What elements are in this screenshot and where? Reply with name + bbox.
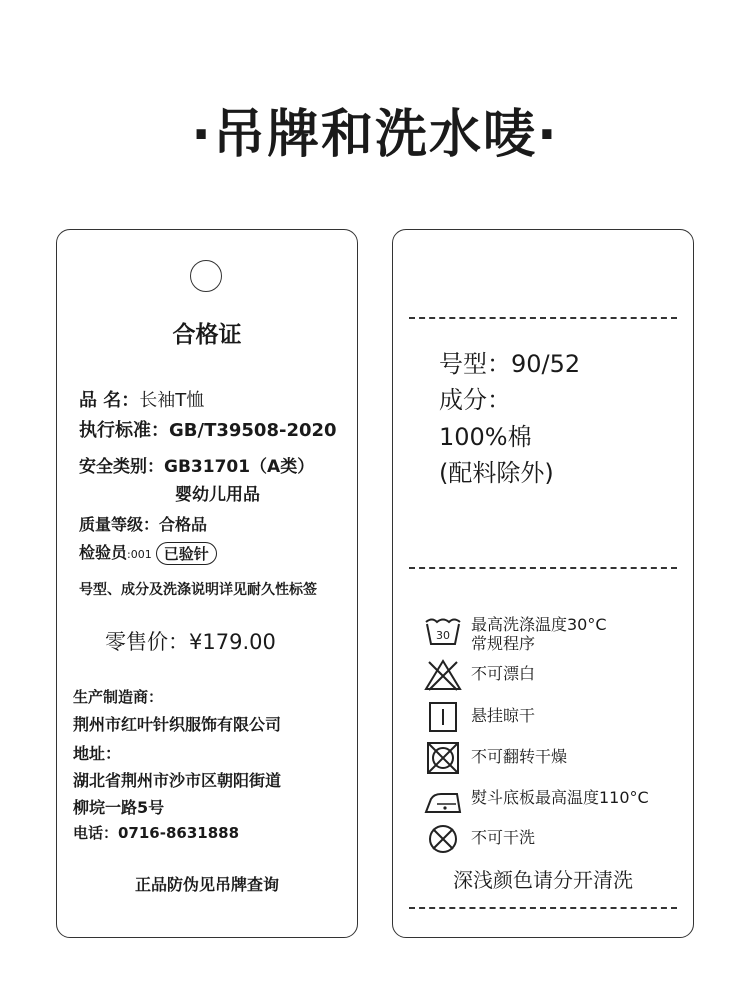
care-dry-text: 悬挂晾干 (471, 706, 536, 725)
grade-label: 质量等级： (79, 515, 160, 534)
divider (409, 907, 677, 909)
care-tumble-text: 不可翻转干燥 (471, 747, 568, 766)
composition-value: 100%棉 (439, 423, 532, 451)
safety-sub: 婴幼儿用品 (175, 485, 260, 505)
tag-footer: 正品防伪见吊牌查询 (134, 875, 279, 894)
inspector-label: 检验员 (79, 543, 128, 562)
care-wash-line2: 常规程序 (471, 634, 536, 653)
name-row (79, 386, 204, 412)
care-bleach-text: 不可漂白 (471, 664, 536, 683)
grade-row (79, 512, 207, 535)
phone: 电话：0716-8631888 (73, 824, 240, 842)
standard-label: 执行标准： (79, 420, 169, 441)
price-value: ¥179.00 (189, 630, 276, 654)
wash-30-icon (423, 613, 463, 647)
standard-row (79, 416, 337, 442)
divider (409, 567, 677, 569)
care-row-iron (423, 782, 649, 816)
care-row-tumble (423, 741, 567, 775)
care-row-bleach (423, 658, 535, 692)
safety-row (79, 452, 314, 477)
size-row (439, 344, 580, 379)
tag-heading: 合格证 (172, 322, 242, 348)
iron-icon (423, 782, 463, 816)
no-tumble-dry-icon (423, 741, 463, 775)
line-dry-icon (423, 700, 463, 734)
inspector-code: :001 (127, 548, 152, 561)
composition-note: (配料除外) (439, 459, 554, 487)
care-iron-text: 熨斗底板最高温度110°C (471, 788, 649, 807)
maker-label: 生产制造商： (73, 688, 164, 706)
care-dryclean-text: 不可干洗 (471, 828, 536, 847)
size-value: 90/52 (511, 350, 581, 378)
price-label: 零售价： (105, 630, 189, 654)
care-row-dryclean (423, 822, 535, 856)
care-row-dry (423, 700, 535, 734)
safety-value: GB31701（A类） (164, 457, 315, 477)
price-row (105, 626, 276, 656)
inspector-row (79, 540, 217, 565)
name-value: 长袖T恤 (139, 390, 205, 411)
address-line1: 湖北省荆州市沙市区朝阳街道 (73, 771, 282, 790)
tag-note: 号型、成分及洗涤说明详见耐久性标签 (79, 582, 317, 598)
standard-value: GB/T39508-2020 (169, 420, 337, 441)
maker-value: 荆州市红叶针织服饰有限公司 (73, 715, 282, 734)
care-row-wash (423, 613, 607, 653)
care-label (392, 229, 694, 938)
composition-label: 成分： (439, 386, 511, 414)
label-footer: 深浅颜色请分开清洗 (453, 868, 633, 892)
size-label: 号型： (439, 350, 511, 378)
page-title: ·吊牌和洗水唛· (191, 105, 559, 165)
grade-value: 合格品 (159, 515, 208, 534)
no-bleach-icon (423, 658, 463, 692)
hang-tag (56, 229, 358, 938)
care-wash-line1: 最高洗涤温度30°C (471, 615, 607, 634)
safety-label: 安全类别： (79, 457, 164, 477)
tag-hole (190, 260, 222, 292)
divider (409, 317, 677, 319)
name-label: 品 名： (79, 390, 140, 411)
wash-temp-text: 30 (436, 629, 450, 642)
address-label: 地址： (73, 744, 122, 763)
inspector-stamp: 已验针 (156, 542, 217, 565)
address-line2: 柳垸一路5号 (73, 798, 165, 817)
no-dry-clean-icon (423, 822, 463, 856)
